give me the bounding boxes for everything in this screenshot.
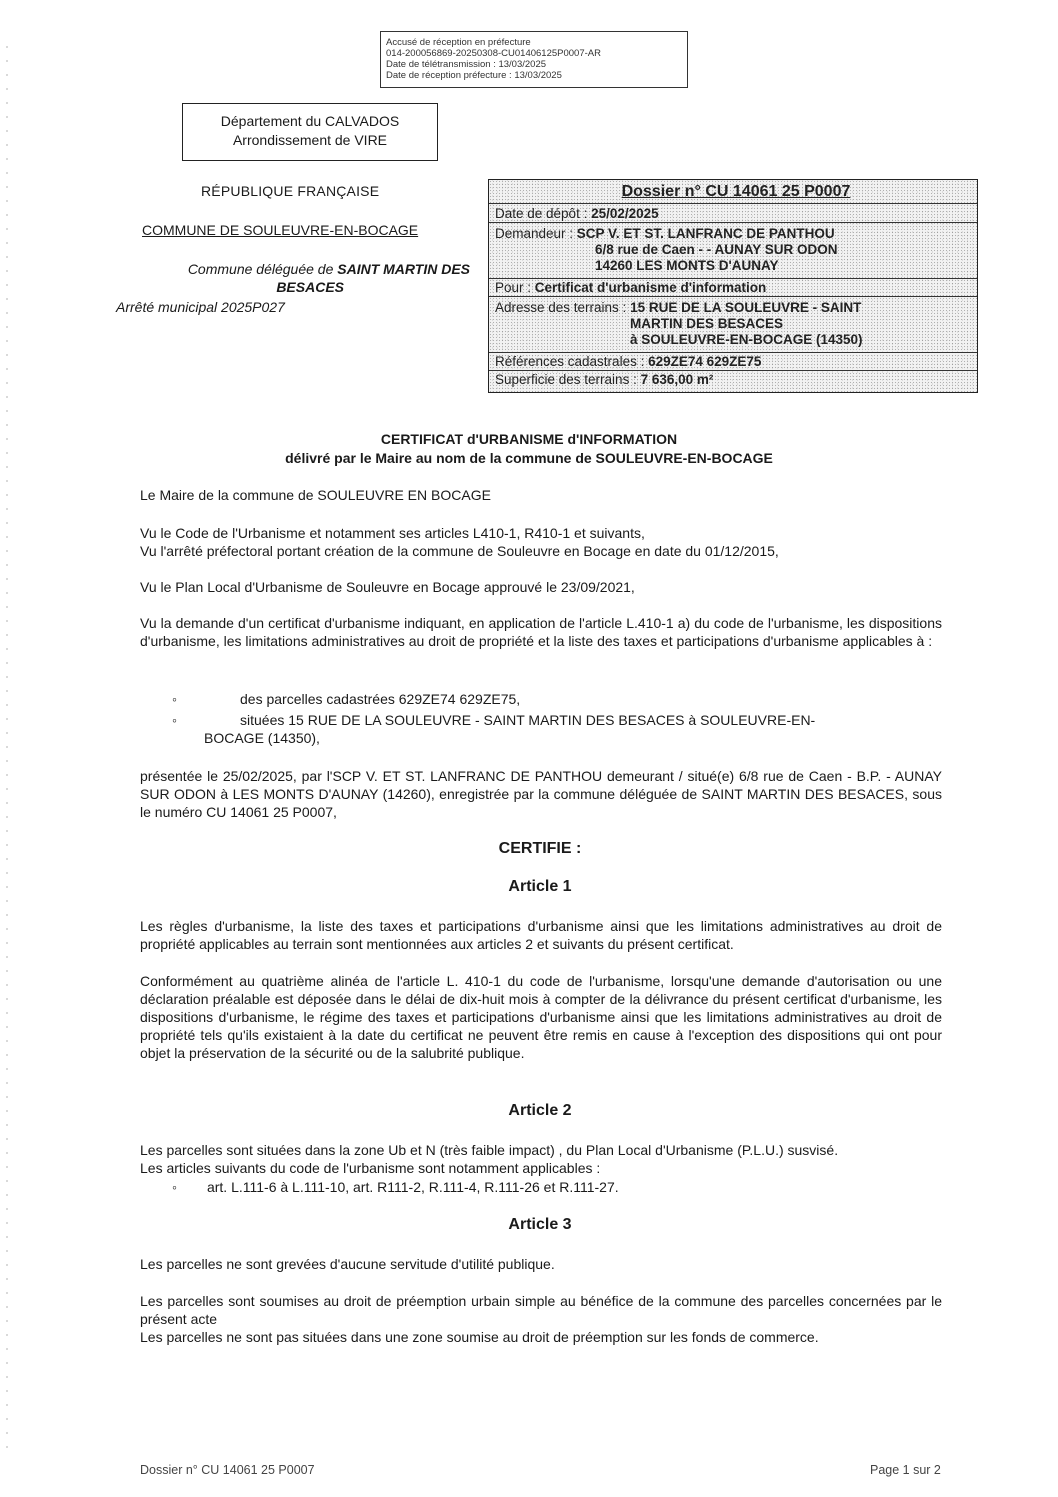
receipt-stamp xyxy=(380,31,688,88)
vu-arrete: Vu l'arrêté préfectoral portant création de la commune de Souleuvre en Bocage en date du 01/12/2015, xyxy=(140,543,779,559)
parcel-bullet xyxy=(172,690,942,708)
cadastral-value: 629ZE74 629ZE75 xyxy=(648,354,762,369)
receipt-line-3: Date de télétransmission : 13/03/2025 xyxy=(386,59,547,70)
article-1-paragraph-1: Les règles d'urbanisme, la liste des taxes et participations d'urbanisme ainsi que les limitations administratives au droit de propriété applicables au terrain sont mentionnées aux articles 2 et suivants du présent certificat. xyxy=(140,918,942,952)
area-label: Superficie des terrains : xyxy=(495,372,641,387)
article-2-bullet-text: art. L.111-6 à L.111-10, art. R111-2, R.111-4, R.111-26 et R.111-27. xyxy=(206,1179,619,1195)
article-2-heading: Article 2 xyxy=(508,1102,572,1119)
applicant-address-1: 6/8 rue de Caen - - AUNAY SUR ODON xyxy=(595,242,838,257)
vu-code: Vu le Code de l'Urbanisme et notamment ses articles L410-1, R410-1 et suivants, xyxy=(140,525,645,541)
article-3-paragraph-3: Les parcelles ne sont pas situées dans une zone soumise au droit de préemption sur les fonds de commerce. xyxy=(140,1329,819,1345)
footer-dossier: Dossier n° CU 14061 25 P0007 xyxy=(140,1463,315,1477)
commune-heading: COMMUNE DE SOULEUVRE-EN-BOCAGE xyxy=(142,222,419,238)
applicant-label: Demandeur : xyxy=(495,226,577,241)
location-bullet-text-1: situées 15 RUE DE LA SOULEUVRE - SAINT MARTIN DES BESACES à SOULEUVRE-EN- xyxy=(240,712,816,728)
article-1-heading: Article 1 xyxy=(508,878,572,895)
arrondissement-line: Arrondissement de VIRE xyxy=(232,132,388,148)
location-bullet xyxy=(172,711,942,747)
deposit-date-row xyxy=(489,204,977,223)
deposit-date-label: Date de dépôt : xyxy=(495,206,592,221)
footer-page-number: Page 1 sur 2 xyxy=(870,1463,941,1477)
parcel-bullet-text: des parcelles cadastrées 629ZE74 629ZE75, xyxy=(240,691,521,707)
presentee-paragraph: présentée le 25/02/2025, par l'SCP V. ET ST. LANFRANC DE PANTHOU demeurant / situé(e) 6/8 rue de Caen - B.P. - AUNAY SUR ODON à LES MONTS D'AUNAY (14260), enregistrée par la commune déléguée de SAINT MARTIN DES BESACES, sous le numéro CU 14061 25 P0007, xyxy=(140,768,942,820)
receipt-line-4: Date de réception préfecture : 13/03/2025 xyxy=(386,70,562,81)
address-line-1: 15 RUE DE LA SOULEUVRE - SAINT xyxy=(630,300,862,315)
applicant-name: SCP V. ET ST. LANFRANC DE PANTHOU xyxy=(576,226,835,241)
receipt-line-1: Accusé de réception en préfecture xyxy=(386,37,531,48)
purpose-value: Certificat d'urbanisme d'information xyxy=(534,280,767,295)
certificate-title-line-2: délivré par le Maire au nom de la commune de SOULEUVRE-EN-BOCAGE xyxy=(285,450,773,466)
delegated-commune xyxy=(140,260,470,296)
delegated-name-2: BESACES xyxy=(276,279,344,295)
area-value: 7 636,00 m² xyxy=(640,372,714,387)
dossier-title: Dossier n° CU 14061 25 P0007 xyxy=(489,180,977,204)
applicant-address-2: 14260 LES MONTS D'AUNAY xyxy=(595,258,779,273)
article-3-heading: Article 3 xyxy=(508,1216,572,1233)
article-3-paragraph-1: Les parcelles ne sont grevées d'aucune servitude d'utilité publique. xyxy=(140,1256,555,1272)
article-2-bullet xyxy=(172,1178,619,1196)
arrete-number: Arrêté municipal 2025P027 xyxy=(116,299,285,315)
certifie-heading: CERTIFIE : xyxy=(498,840,582,857)
article-3-paragraph-2: Les parcelles sont soumises au droit de préemption urbain simple au bénéfice de la commune des parcelles concernées par le présent acte xyxy=(140,1293,942,1327)
receipt-line-2: 014-200056869-20250308-CU01406125P0007-AR xyxy=(386,48,601,59)
dossier-box xyxy=(488,179,978,393)
vu-demande: Vu la demande d'un certificat d'urbanisme indiquant, en application de l'article L.410-1 a) du code de l'urbanisme, les dispositions d'urbanisme, les limitations administratives au droit de propriété et la liste des taxes et participations d'urbanisme applicables à : xyxy=(140,615,942,649)
department-line: Département du CALVADOS xyxy=(220,113,400,129)
cadastral-label: Références cadastrales : xyxy=(495,354,649,369)
article-2-paragraph-1: Les parcelles sont situées dans la zone Ub et N (très faible impact) , du Plan Local d'Urbanisme (P.L.U.) susvisé. xyxy=(140,1142,839,1158)
certificate-title xyxy=(0,430,1058,468)
article-1-paragraph-2: Conformément au quatrième alinéa de l'article L. 410-1 du code de l'urbanisme, lorsqu'une demande d'autorisation ou une déclaration préalable est déposée dans le délai de dix-huit mois à compter de la délivrance du présent certificat d'urbanisme, les dispositions d'urbanisme, le régime des taxes et participations d'urbanisme ainsi que les limitations administratives au droit de propriété tels qu'ils existaient à la date du certificat ne peuvent être remis en cause à l'exception des dispositions qui ont pour objet la préservation de la sécurité ou de la salubrité publique. xyxy=(140,973,942,1061)
delegated-prefix: Commune déléguée de xyxy=(187,261,338,277)
area-row xyxy=(489,371,977,389)
purpose-label: Pour : xyxy=(495,280,535,295)
department-box xyxy=(182,103,438,161)
certificate-title-line-1: CERTIFICAT d'URBANISME d'INFORMATION xyxy=(380,431,678,447)
address-line-3: à SOULEUVRE-EN-BOCAGE (14350) xyxy=(630,332,863,347)
republic-heading: RÉPUBLIQUE FRANÇAISE xyxy=(201,183,380,199)
mayor-line: Le Maire de la commune de SOULEUVRE EN BOCAGE xyxy=(140,487,491,503)
address-row xyxy=(489,297,977,353)
vu-plu: Vu le Plan Local d'Urbanisme de Souleuvre en Bocage approuvé le 23/09/2021, xyxy=(140,579,635,595)
scan-margin-dots xyxy=(6,40,8,1460)
bullet-icon: ◦ xyxy=(172,712,177,728)
address-line-2: MARTIN DES BESACES xyxy=(630,316,784,331)
bullet-icon: ◦ xyxy=(172,1179,177,1195)
article-2-paragraph-2: Les articles suivants du code de l'urbanisme sont notamment applicables : xyxy=(140,1160,601,1176)
address-label: Adresse des terrains : xyxy=(495,300,631,315)
deposit-date-value: 25/02/2025 xyxy=(591,206,659,221)
bullet-icon: ◦ xyxy=(172,691,177,707)
location-bullet-text-2: BOCAGE (14350), xyxy=(204,730,320,746)
applicant-row xyxy=(489,223,977,279)
purpose-row xyxy=(489,279,977,297)
cadastral-row xyxy=(489,353,977,371)
delegated-name-1: SAINT MARTIN DES xyxy=(337,261,470,277)
